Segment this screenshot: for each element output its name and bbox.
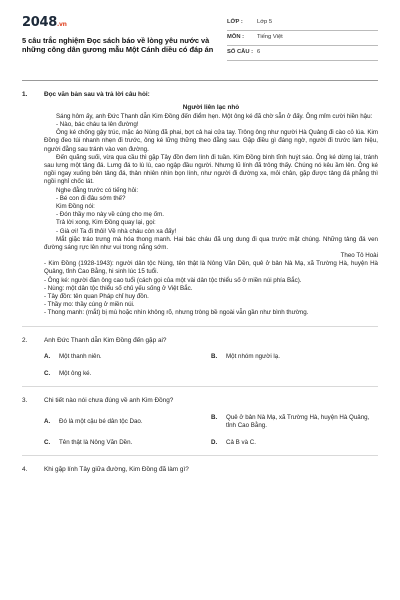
question-separator [22, 326, 378, 327]
logo-tld: .vn [56, 21, 67, 28]
option-letter: B. [211, 353, 218, 361]
option-letter: A. [44, 353, 51, 361]
answer-options [44, 414, 378, 448]
answer-option-a[interactable] [44, 353, 211, 361]
note-item: - Kim Đồng (1928-1943): người dân tộc Nùng, tên thật là Nông Văn Dền, quê ở bản Nà Mạ, xã Trường Hà, huyện Hà Quảng, tỉnh Cao Bằng, hi sinh lúc 15 tuổi. [44, 260, 378, 276]
logo-text: 2048 [22, 15, 57, 30]
option-text: Một thanh niên. [59, 353, 102, 361]
option-letter: A. [44, 417, 51, 425]
story-paragraph: Trả lời xong, Kim Đồng quay lại, gọi: [56, 219, 156, 227]
story-author: Theo Tô Hoài [340, 252, 378, 260]
question-1 [22, 91, 378, 318]
question-separator [22, 386, 378, 387]
story-paragraph: Kim Đồng nói: [56, 202, 95, 210]
meta-label: LỚP : [227, 19, 243, 26]
meta-label: SỐ CÂU : [227, 49, 254, 56]
meta-value: Lớp 5 [257, 19, 273, 26]
option-text: Tên thật là Nông Văn Dền. [59, 439, 133, 447]
document-title: 5 câu trắc nghiệm Đọc sách báo về lòng yêu nước và những công dân gương mẫu Một Cánh diều có đáp án [22, 36, 214, 55]
option-letter: B. [211, 413, 218, 421]
question-text: Khi gặp lính Tây giữa đường, Kim Đồng đã làm gì? [44, 466, 189, 474]
answer-option-b[interactable] [211, 414, 378, 430]
option-text: Một nhóm người lạ. [226, 353, 280, 361]
meta-value: Tiếng Việt [257, 34, 283, 41]
story-paragraph: Đến quãng suối, vừa qua cầu thì gặp Tây đồn đem lính đi tuần. Kim Đồng bình tĩnh huýt sáo. Ông ké dừng lại, tránh sau lưng một tảng đá. Lưng đá to lù lù, cao ngập đầu người. Nhưng lũ lính đã trông thấy. Chúng nó kêu ầm lên. Ông ké ngồi ngay xuống bên tảng đá, thản nhiên nhìn bọn lính, như người đi đường xa, mỏi chân, gặp được tảng đá phẳng thì ngồi nghỉ chốc lát. [44, 153, 378, 186]
question-body [44, 466, 378, 474]
option-text: Quê ở bản Nà Mạ, xã Trường Hà, huyện Hà Quảng, tỉnh Cao Bằng. [226, 413, 370, 430]
note-item: - Thầy mo: thầy cúng ở miền núi. [44, 301, 135, 309]
note-item: - Tây đồn: tên quan Pháp chỉ huy đồn. [44, 293, 149, 301]
meta-row-subject [227, 31, 378, 46]
question-body [44, 337, 378, 379]
option-text: Một ông ké. [59, 370, 92, 378]
question-4 [22, 466, 378, 474]
story-text [44, 113, 378, 260]
meta-row-grade [227, 16, 378, 31]
story-paragraph: Mắt giặc tráo trưng mà hóa thong manh. Hai bác cháu đã ung dung đi qua trước mặt chúng. Những tảng đá ven đường sáng rực lên như vui trong nắng sớm. [44, 235, 378, 251]
answer-option-d[interactable] [211, 439, 378, 447]
option-text: Cả B và C. [226, 439, 256, 447]
question-number: 3. [22, 397, 28, 405]
story-paragraph: Nghe đằng trước có tiếng hỏi: [56, 186, 139, 194]
story-paragraph: - Bé con đi đâu sớm thế? [56, 194, 126, 202]
option-letter: C. [44, 370, 51, 378]
answer-option-b[interactable] [211, 353, 378, 361]
answer-option-c[interactable] [44, 370, 211, 378]
question-3 [22, 397, 378, 447]
story-paragraph: - Già ơi! Ta đi thôi! Về nhà cháu còn xa đấy! [56, 227, 177, 235]
story-paragraph: Ông ké chống gậy trúc, mặc áo Nùng đã phai, bợt cả hai cửa tay. Trông ông như người Hà Quảng đi cào cỏ lúa. Kim Đồng đeo túi nhanh nhẹn đi trước, ông ké lững thững theo đằng sau. Gặp điều gì đáng ngờ, người đi trước làm hiệu, người đằng sau tránh vào ven đường. [44, 129, 378, 153]
question-text: Anh Đức Thanh dẫn Kim Đồng đến gặp ai? [44, 336, 167, 344]
story-title: Người liên lạc nhỏ [182, 104, 240, 112]
meta-row-count [227, 46, 378, 61]
question-2 [22, 337, 378, 379]
story-paragraph: - Đón thầy mo này về cúng cho mẹ ốm. [56, 211, 164, 219]
story-paragraph: - Nào, bác cháu ta lên đường! [56, 121, 139, 129]
question-prompt: Đọc văn bản sau và trả lời câu hỏi: [44, 91, 150, 98]
note-item: - Ông ké: người đàn ông cao tuổi (cách gọi của một vài dân tộc thiểu số ở miền núi phía Bắc). [44, 276, 302, 284]
option-letter: C. [44, 439, 51, 447]
story-notes [44, 260, 378, 317]
note-item: - Thong manh: (mắt) bị mù hoặc nhìn không rõ, nhưng tròng bề ngoài vẫn gần như bình thường. [44, 309, 309, 317]
question-number: 2. [22, 336, 28, 344]
question-text: Chi tiết nào nói chưa đúng về anh Kim Đồng? [44, 397, 174, 405]
question-separator [22, 455, 378, 456]
meta-value: 6 [257, 49, 261, 56]
question-body [44, 91, 378, 318]
answer-option-c[interactable] [44, 439, 211, 447]
question-number: 4. [22, 466, 28, 474]
document-meta [227, 16, 378, 61]
header-divider [22, 80, 378, 81]
document-header [22, 14, 378, 74]
header-left [22, 14, 227, 55]
question-number: 1. [22, 91, 28, 98]
note-item: - Nùng: một dân tộc thiểu số chủ yếu sống ở Việt Bắc. [44, 284, 193, 292]
answer-option-a[interactable] [44, 414, 211, 430]
answer-options [44, 353, 378, 378]
option-letter: D. [211, 439, 218, 447]
site-logo[interactable] [22, 14, 227, 31]
story-paragraph: Sáng hôm ấy, anh Đức Thanh dẫn Kim Đồng đến điểm hẹn. Một ông ké đã chờ sẵn ở đấy. Ông mỉm cười hiền hậu: [56, 112, 373, 120]
meta-label: MÔN : [227, 34, 245, 41]
option-text: Đó là một cậu bé dân tộc Dao. [59, 417, 143, 425]
question-body [44, 397, 378, 447]
